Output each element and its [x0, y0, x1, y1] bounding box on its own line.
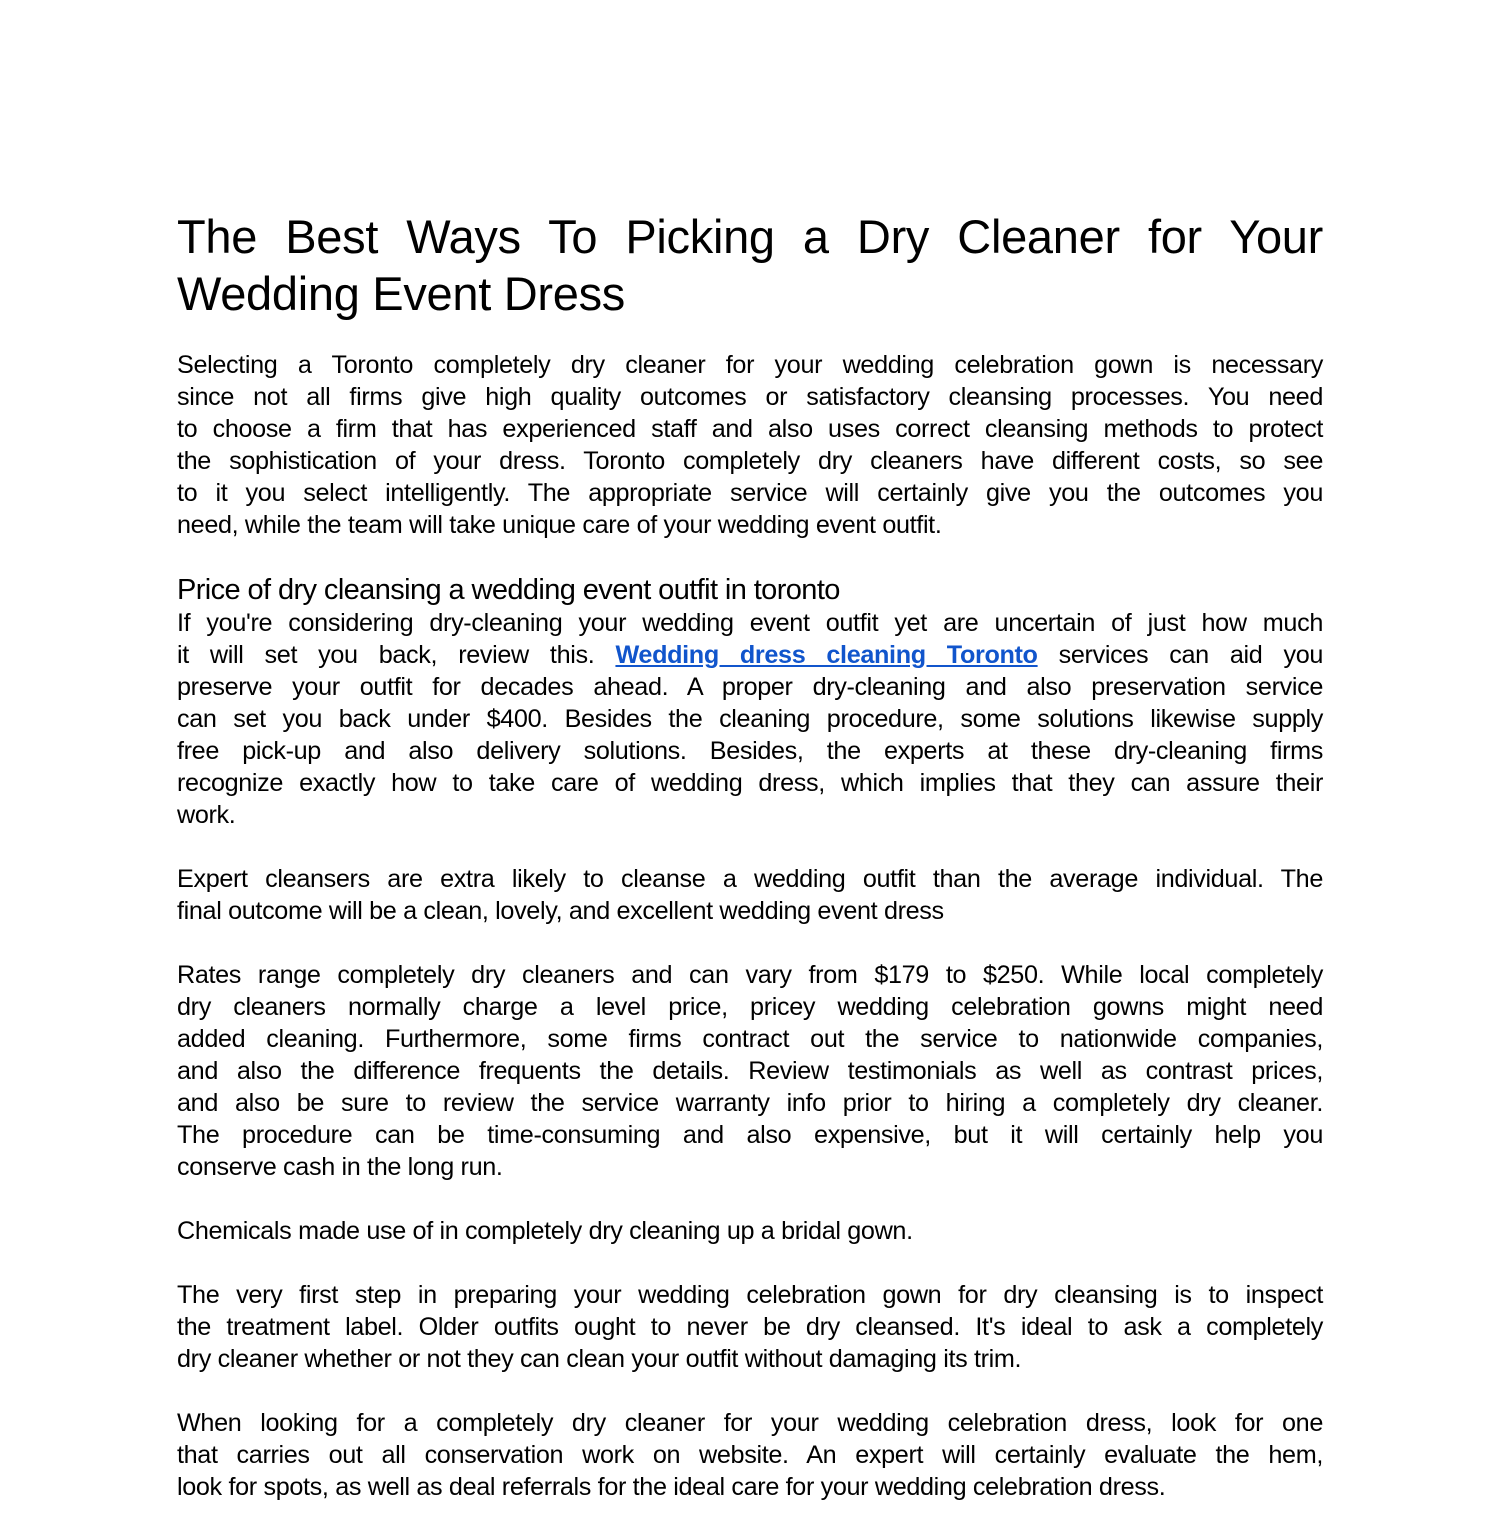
paragraph — [177, 1279, 1323, 1375]
text-line: Chemicals made use of in completely dry cleaning up a bridal gown. — [177, 1217, 913, 1245]
title-line: The Best Ways To Picking a Dry Cleaner for Your — [177, 210, 1323, 263]
text-line: free pick-up and also delivery solutions. Besides, the experts at these dry-cleaning firms — [177, 737, 1323, 765]
paragraph — [177, 959, 1323, 1183]
document-title — [177, 208, 1323, 322]
text-line: final outcome will be a clean, lovely, and excellent wedding event dress — [177, 897, 944, 925]
text-line: preserve your outfit for decades ahead. A proper dry-cleaning and also preservation service — [177, 673, 1323, 701]
text-line: that carries out all conservation work on website. An expert will certainly evaluate the hem, — [177, 1441, 1323, 1469]
text-line: Rates range completely dry cleaners and can vary from $179 to $250. While local completely — [177, 961, 1323, 989]
text-line: added cleaning. Furthermore, some firms contract out the service to nationwide companies, — [177, 1025, 1323, 1053]
text-line: can set you back under $400. Besides the cleaning procedure, some solutions likewise supply — [177, 705, 1323, 733]
paragraph — [177, 1215, 1323, 1247]
text-line: since not all firms give high quality outcomes or satisfactory cleansing processes. You need — [177, 383, 1323, 411]
text-segment: services can aid you — [1058, 641, 1324, 669]
title-line: Wedding Event Dress — [177, 267, 625, 320]
text-line: Expert cleansers are extra likely to cleanse a wedding outfit than the average individual. The — [177, 865, 1323, 893]
text-line: look for spots, as well as deal referrals for the ideal care for your wedding celebration dress. — [177, 1473, 1166, 1501]
paragraph — [177, 863, 1323, 927]
text-line: Selecting a Toronto completely dry cleaner for your wedding celebration gown is necessary — [177, 351, 1323, 379]
text-line: need, while the team will take unique care of your wedding event outfit. — [177, 511, 942, 539]
text-line: conserve cash in the long run. — [177, 1153, 503, 1181]
text-line: The procedure can be time-consuming and also expensive, but it will certainly help you — [177, 1121, 1323, 1149]
text-line — [177, 639, 1323, 671]
paragraph — [177, 1407, 1323, 1503]
paragraph — [177, 349, 1323, 541]
text-line: to choose a firm that has experienced staff and also uses correct cleansing methods to protect — [177, 415, 1323, 443]
document-page — [177, 208, 1323, 1535]
text-line: The very first step in preparing your wedding celebration gown for dry cleansing is to inspect — [177, 1281, 1323, 1309]
text-line: When looking for a completely dry cleaner for your wedding celebration dress, look for one — [177, 1409, 1323, 1437]
text-line: the sophistication of your dress. Toronto completely dry cleaners have different costs, so see — [177, 447, 1323, 475]
text-line: dry cleaners normally charge a level price, pricey wedding celebration gowns might need — [177, 993, 1323, 1021]
text-line: to it you select intelligently. The appropriate service will certainly give you the outcomes you — [177, 479, 1323, 507]
text-line: and also be sure to review the service warranty info prior to hiring a completely dry cleaner. — [177, 1089, 1323, 1117]
section-heading: Price of dry cleansing a wedding event outfit in toronto — [177, 574, 840, 606]
text-line: recognize exactly how to take care of wedding dress, which implies that they can assure their — [177, 769, 1323, 797]
document-body — [177, 349, 1323, 1503]
text-line: and also the difference frequents the details. Review testimonials as well as contrast prices, — [177, 1057, 1323, 1085]
text-line: If you're considering dry-cleaning your wedding event outfit yet are uncertain of just how much — [177, 609, 1323, 637]
text-line: dry cleaner whether or not they can clean your outfit without damaging its trim. — [177, 1345, 1022, 1373]
text-segment: it will set you back, review this. — [177, 641, 595, 669]
paragraph — [177, 607, 1323, 831]
text-line: the treatment label. Older outfits ought to never be dry cleansed. It's ideal to ask a completely — [177, 1313, 1323, 1341]
text-line: work. — [177, 801, 236, 829]
wedding-dress-cleaning-toronto-link[interactable]: Wedding dress cleaning Toronto — [615, 641, 1038, 669]
